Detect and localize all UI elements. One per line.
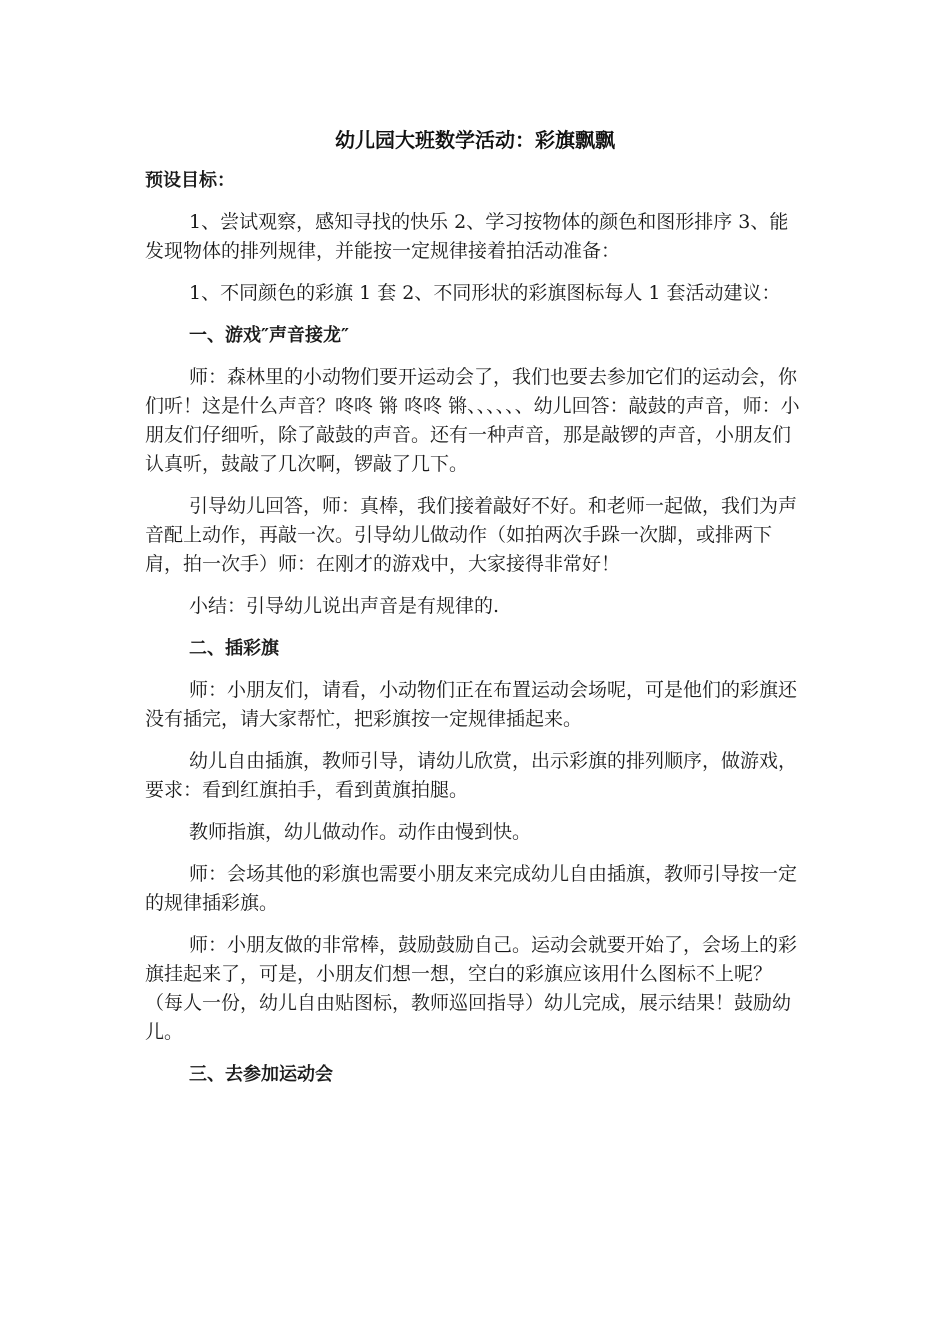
document-body [145, 166, 805, 1102]
section2-paragraph: 幼儿自由插旗，教师引导，请幼儿欣赏，出示彩旗的排列顺序，做游戏，要求：看到红旗拍手，看到黄旗拍腿。 [145, 750, 798, 801]
section2-paragraph: 师：小朋友们，请看，小动物们正在布置运动会场呢，可是他们的彩旗还没有插完，请大家帮忙，把彩旗按一定规律插起来。 [145, 679, 798, 730]
section2-paragraph: 教师指旗，幼儿做动作。动作由慢到快。 [189, 821, 532, 843]
section1-paragraph: 引导幼儿回答，师：真棒，我们接着敲好不好。和老师一起做，我们为声音配上动作，再敲一次。引导幼儿做动作（如拍两次手跺一次脚，或排两下肩，拍一次手）师：在刚才的游戏中，大家接得非常好！ [145, 495, 798, 575]
goal-heading: 预设目标： [145, 170, 235, 191]
document-title: 幼儿园大班数学活动：彩旗飘飘 [335, 128, 615, 152]
section-heading-3: 三、去参加运动会 [189, 1064, 333, 1085]
goals-paragraph: 1、尝试观察，感知寻找的快乐 2、学习按物体的颜色和图形排序 3、能发现物体的排列规律，并能按一定规律接着拍活动准备： [145, 211, 789, 262]
section-heading-2: 二、插彩旗 [189, 638, 279, 659]
section2-paragraph: 师：小朋友做的非常棒，鼓励鼓励自己。运动会就要开始了，会场上的彩旗挂起来了，可是，小朋友们想一想，空白的彩旗应该用什么图标不上呢？（每人一份，幼儿自由贴图标，教师巡回指导）幼儿完成，展示结果！鼓励幼儿。 [145, 934, 798, 1043]
section1-summary: 小结：引导幼儿说出声音是有规律的. [189, 595, 500, 617]
section-heading-1: 一、游戏″声音接龙″ [189, 325, 350, 346]
section1-paragraph: 师：森林里的小动物们要开运动会了，我们也要去参加它们的运动会，你们听！这是什么声音？咚咚 锵 咚咚 锵、、、、、、幼儿回答：敲鼓的声音，师：小朋友们仔细听，除了敲鼓的声音。还有一种声音，那是敲锣的声音，小朋友们认真听，鼓敲了几次啊，锣敲了几下。 [145, 366, 800, 475]
section2-paragraph: 师：会场其他的彩旗也需要小朋友来完成幼儿自由插旗，教师引导按一定的规律插彩旗。 [145, 863, 798, 914]
preparation-paragraph: 1、不同颜色的彩旗 1 套 2、不同形状的彩旗图标每人 1 套活动建议： [189, 282, 781, 304]
